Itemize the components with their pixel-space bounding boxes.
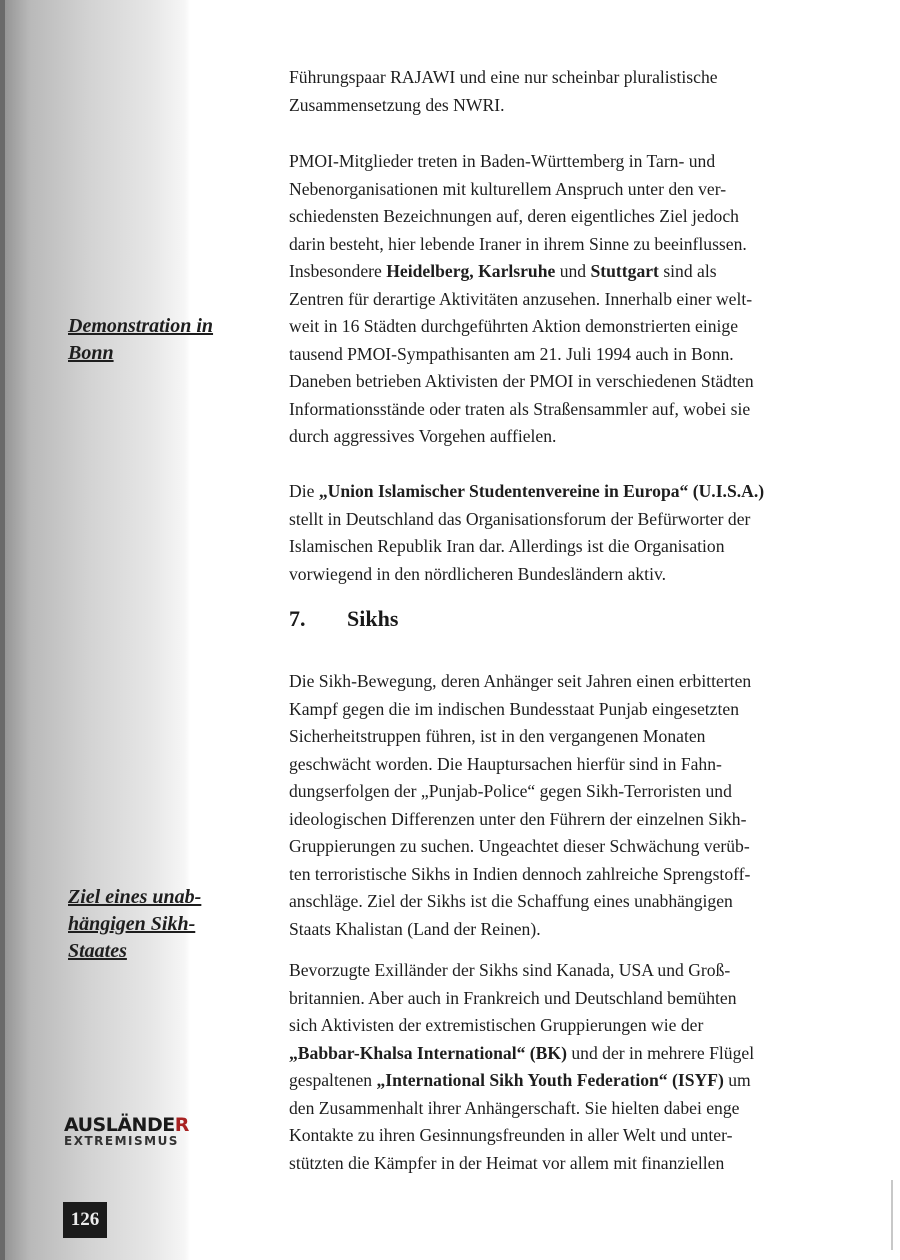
bold-organisation: „Union Islamischer Studentenvereine in Europa“ (U.I.S.A.) xyxy=(318,481,765,501)
logo-text: AUSLÄNDE xyxy=(64,1114,175,1136)
paragraph-pmoi xyxy=(289,148,829,451)
text-line: Daneben betrieben Aktivisten der PMOI in verschiedenen Städten xyxy=(289,371,754,391)
margin-note-demonstration xyxy=(68,313,218,367)
text-line: Nebenorganisationen mit kulturellem Anspruch unter den ver- xyxy=(289,178,727,199)
paragraph-intro xyxy=(289,64,829,119)
text-line: stellt in Deutschland das Organisationsforum der Befürworter der xyxy=(289,508,751,529)
text-line: Kampf gegen die im indischen Bundesstaat Punjab eingesetzten xyxy=(289,698,739,719)
page-number: 126 xyxy=(63,1202,107,1238)
text-line: Die Sikh-Bewegung, deren Anhänger seit Jahren einen erbitterten xyxy=(289,671,752,691)
text-line: Kontakte zu ihren Gesinnungsfreunden in aller Welt und unter- xyxy=(289,1125,733,1145)
paragraph-uisa xyxy=(289,478,829,588)
logo-text-accent: R xyxy=(174,1114,189,1136)
text-run: Insbesondere xyxy=(289,261,387,281)
text-line: Sicherheitstruppen führen, ist in den vergangenen Monaten xyxy=(289,726,706,746)
paragraph-sikh-exile xyxy=(289,957,829,1177)
bold-city: Stuttgart xyxy=(590,261,659,281)
margin-note-sikh-state xyxy=(68,884,218,965)
text-run: Die xyxy=(289,481,319,501)
margin-note-line: Demonstration in xyxy=(68,315,214,337)
text-line: Informationsstände oder traten als Straßensammler auf, wobei sie xyxy=(289,398,751,419)
text-line: weit in 16 Städten durchgeführten Aktion demonstrierten einige xyxy=(289,316,739,336)
text-line: tausend PMOI-Sympathisanten am 21. Juli 1994 auch in Bonn. xyxy=(289,343,734,364)
section-heading xyxy=(289,606,398,632)
text-run: sind als xyxy=(658,261,717,281)
text-line: ideologischen Differenzen unter den Führern der einzelnen Sikh- xyxy=(289,808,747,829)
bold-organisation: „Babbar-Khalsa International“ (BK) xyxy=(289,1042,567,1063)
page-edge-mark xyxy=(891,1180,893,1250)
text-line: vorwiegend in den nördlicheren Bundesländern aktiv. xyxy=(289,563,667,584)
text-line: Gruppierungen zu suchen. Ungeachtet dieser Schwächung verüb- xyxy=(289,836,750,856)
margin-note-line: Ziel eines unab- xyxy=(68,886,202,908)
text-line: durch aggressives Vorgehen auffielen. xyxy=(289,426,557,446)
text-line: Zusammensetzung des NWRI. xyxy=(289,94,505,115)
text-run: gespaltenen xyxy=(289,1070,377,1090)
page-edge xyxy=(0,0,5,1260)
bold-cities: Heidelberg, Karlsruhe xyxy=(386,261,556,281)
text-line: dungserfolgen der „Punjab-Police“ gegen Sikh-Terroristen und xyxy=(289,781,732,801)
margin-note-line: Staates xyxy=(68,940,127,962)
margin-note-line: Bonn xyxy=(68,342,114,364)
text-run: und der in mehrere Flügel xyxy=(566,1042,755,1063)
text-line: darin besteht, hier lebende Iraner in ihrem Sinne zu beeinflussen. xyxy=(289,233,747,254)
text-line: britannien. Aber auch in Frankreich und Deutschland bemühten xyxy=(289,987,737,1008)
text-line: schiedensten Bezeichnungen auf, deren eigentliches Ziel jedoch xyxy=(289,206,739,226)
text-run: und xyxy=(555,261,591,281)
text-line: stützten die Kämpfer in der Heimat vor allem mit finanziellen xyxy=(289,1152,725,1173)
text-line: Islamischen Republik Iran dar. Allerdings ist die Organisation xyxy=(289,536,725,556)
text-line: Führungspaar RAJAWI und eine nur scheinbar pluralistische xyxy=(289,67,718,87)
logo-subtitle: EXTREMISMUS xyxy=(64,1134,179,1148)
bold-organisation: „International Sikh Youth Federation“ (ISYF) xyxy=(376,1070,724,1090)
text-run: um xyxy=(723,1070,751,1090)
section-number: 7. xyxy=(289,606,306,631)
auslaender-extremismus-logo xyxy=(64,1114,189,1148)
paragraph-sikh-movement xyxy=(289,668,829,943)
margin-note-line: hängigen Sikh- xyxy=(68,913,196,935)
text-line: geschwächt worden. Die Hauptursachen hierfür sind in Fahn- xyxy=(289,753,722,774)
text-line: Staats Khalistan (Land der Reinen). xyxy=(289,918,541,939)
text-line: anschläge. Ziel der Sikhs ist die Schaffung eines unabhängigen xyxy=(289,891,733,911)
text-line: Bevorzugte Exilländer der Sikhs sind Kanada, USA und Groß- xyxy=(289,960,731,980)
text-line: PMOI-Mitglieder treten in Baden-Württemberg in Tarn- und xyxy=(289,151,716,171)
page-gutter-shadow xyxy=(0,0,190,1260)
logo-wordmark xyxy=(64,1114,189,1136)
text-line: Zentren für derartige Aktivitäten anzusehen. Innerhalb einer welt- xyxy=(289,288,753,309)
section-title: Sikhs xyxy=(347,606,399,631)
text-line: sich Aktivisten der extremistischen Gruppierungen wie der xyxy=(289,1015,704,1035)
text-line: ten terroristische Sikhs in Indien dennoch zahlreiche Sprengstoff- xyxy=(289,863,751,884)
text-line: den Zusammenhalt ihrer Anhängerschaft. Sie hielten dabei enge xyxy=(289,1097,740,1118)
